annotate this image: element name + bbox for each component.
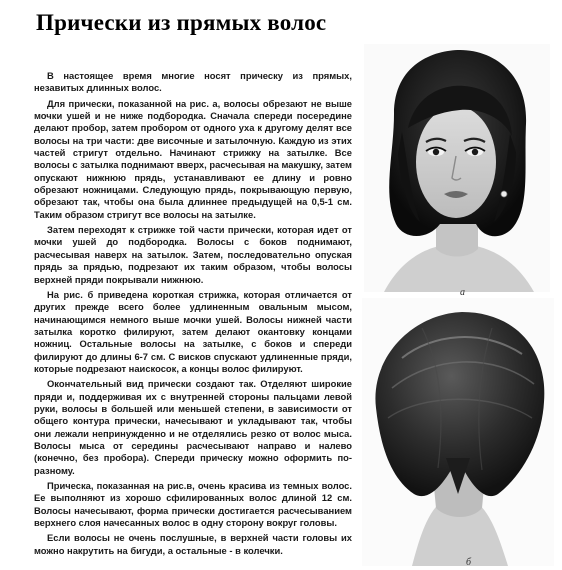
figure-caption-a: а [460, 287, 465, 298]
paragraph: На рис. б приведена короткая стрижка, которая отличается от других прежде всего более удлиненным овальным мысом, начинающимся немного выше мочки ушей. Волосы нижней части затылка коротко филируют, затем делают окантовку концами ножниц. Остальные волосы на затылке, с боков и спереди филируют до длины 6-7 см. С висков спускают удлиненные пряди, которые подрезают наискосок, а концы волос филируют. [34, 288, 352, 374]
paragraph: Окончательный вид прически создают так. Отделяют широкие пряди и, поддерживая их с внутренней стороны пальцами левой руки, волосы в большей или меньшей степени, в зависимости от общего контура прически, начесывают и укладывают так, чтобы они лежали непринужденно и не отделялись резко от волос мыса. Волосы мыса от середины расчесывают направо и налево (конечно, без пробора). Спереди прическу можно оформить по-разному. [34, 378, 352, 476]
hairstyle-photo-a [364, 44, 550, 292]
figure-caption-b: б [466, 557, 472, 568]
paragraph: Прическа, показанная на рис.в, очень красива из темных волос. Ее выполняют из хорошо сфилированных волос длиной 12 см. Волосы начесывают, форма прически достигается расчесыванием верхнего слоя начесанных волос в одну сторону вокруг головы. [34, 480, 352, 529]
paragraph: Для прически, показанной на рис. а, волосы обрезают не выше мочки ушей и не ниже подбородка. Сначала спереди посередине делают пробор, затем пробором от одного уха к другому делят все волосы на три части: две височные и затылочную. Каждую из этих частей стригут отдельно. Начинают стрижку на затылке. Все волосы с затылка поднимают вверх, расчесывая на макушку, затем опускают нижнюю прядь, устанавливают ее длину и ровно обрезают ножницами. Следующую прядь, покрывающую первую, обрезают так, чтобы она была длиннее предыдущей на 0,5-1 см. Таким образом стригут все волосы на затылке. [34, 97, 352, 220]
paragraph: Затем переходят к стрижке той части прически, которая идет от мочки ушей до подбородка. Волосы с боков поднимают, расчесывая наверх на затылок. Затем, последовательно опуская прядь за прядью, подрезают их таким образом, чтобы волосы верхней пряди покрывали нижнюю. [34, 224, 352, 285]
hairstyle-photo-b [362, 298, 554, 566]
page-title: Прически из прямых волос [36, 10, 327, 35]
paragraph: В настоящее время многие носят прическу из прямых, незавитых длинных волос. [34, 70, 352, 94]
article-body [34, 70, 352, 560]
paragraph: Если волосы не очень послушные, в верхней части головы их можно накрутить на бигуди, а остальные - в колечки. [34, 532, 352, 556]
